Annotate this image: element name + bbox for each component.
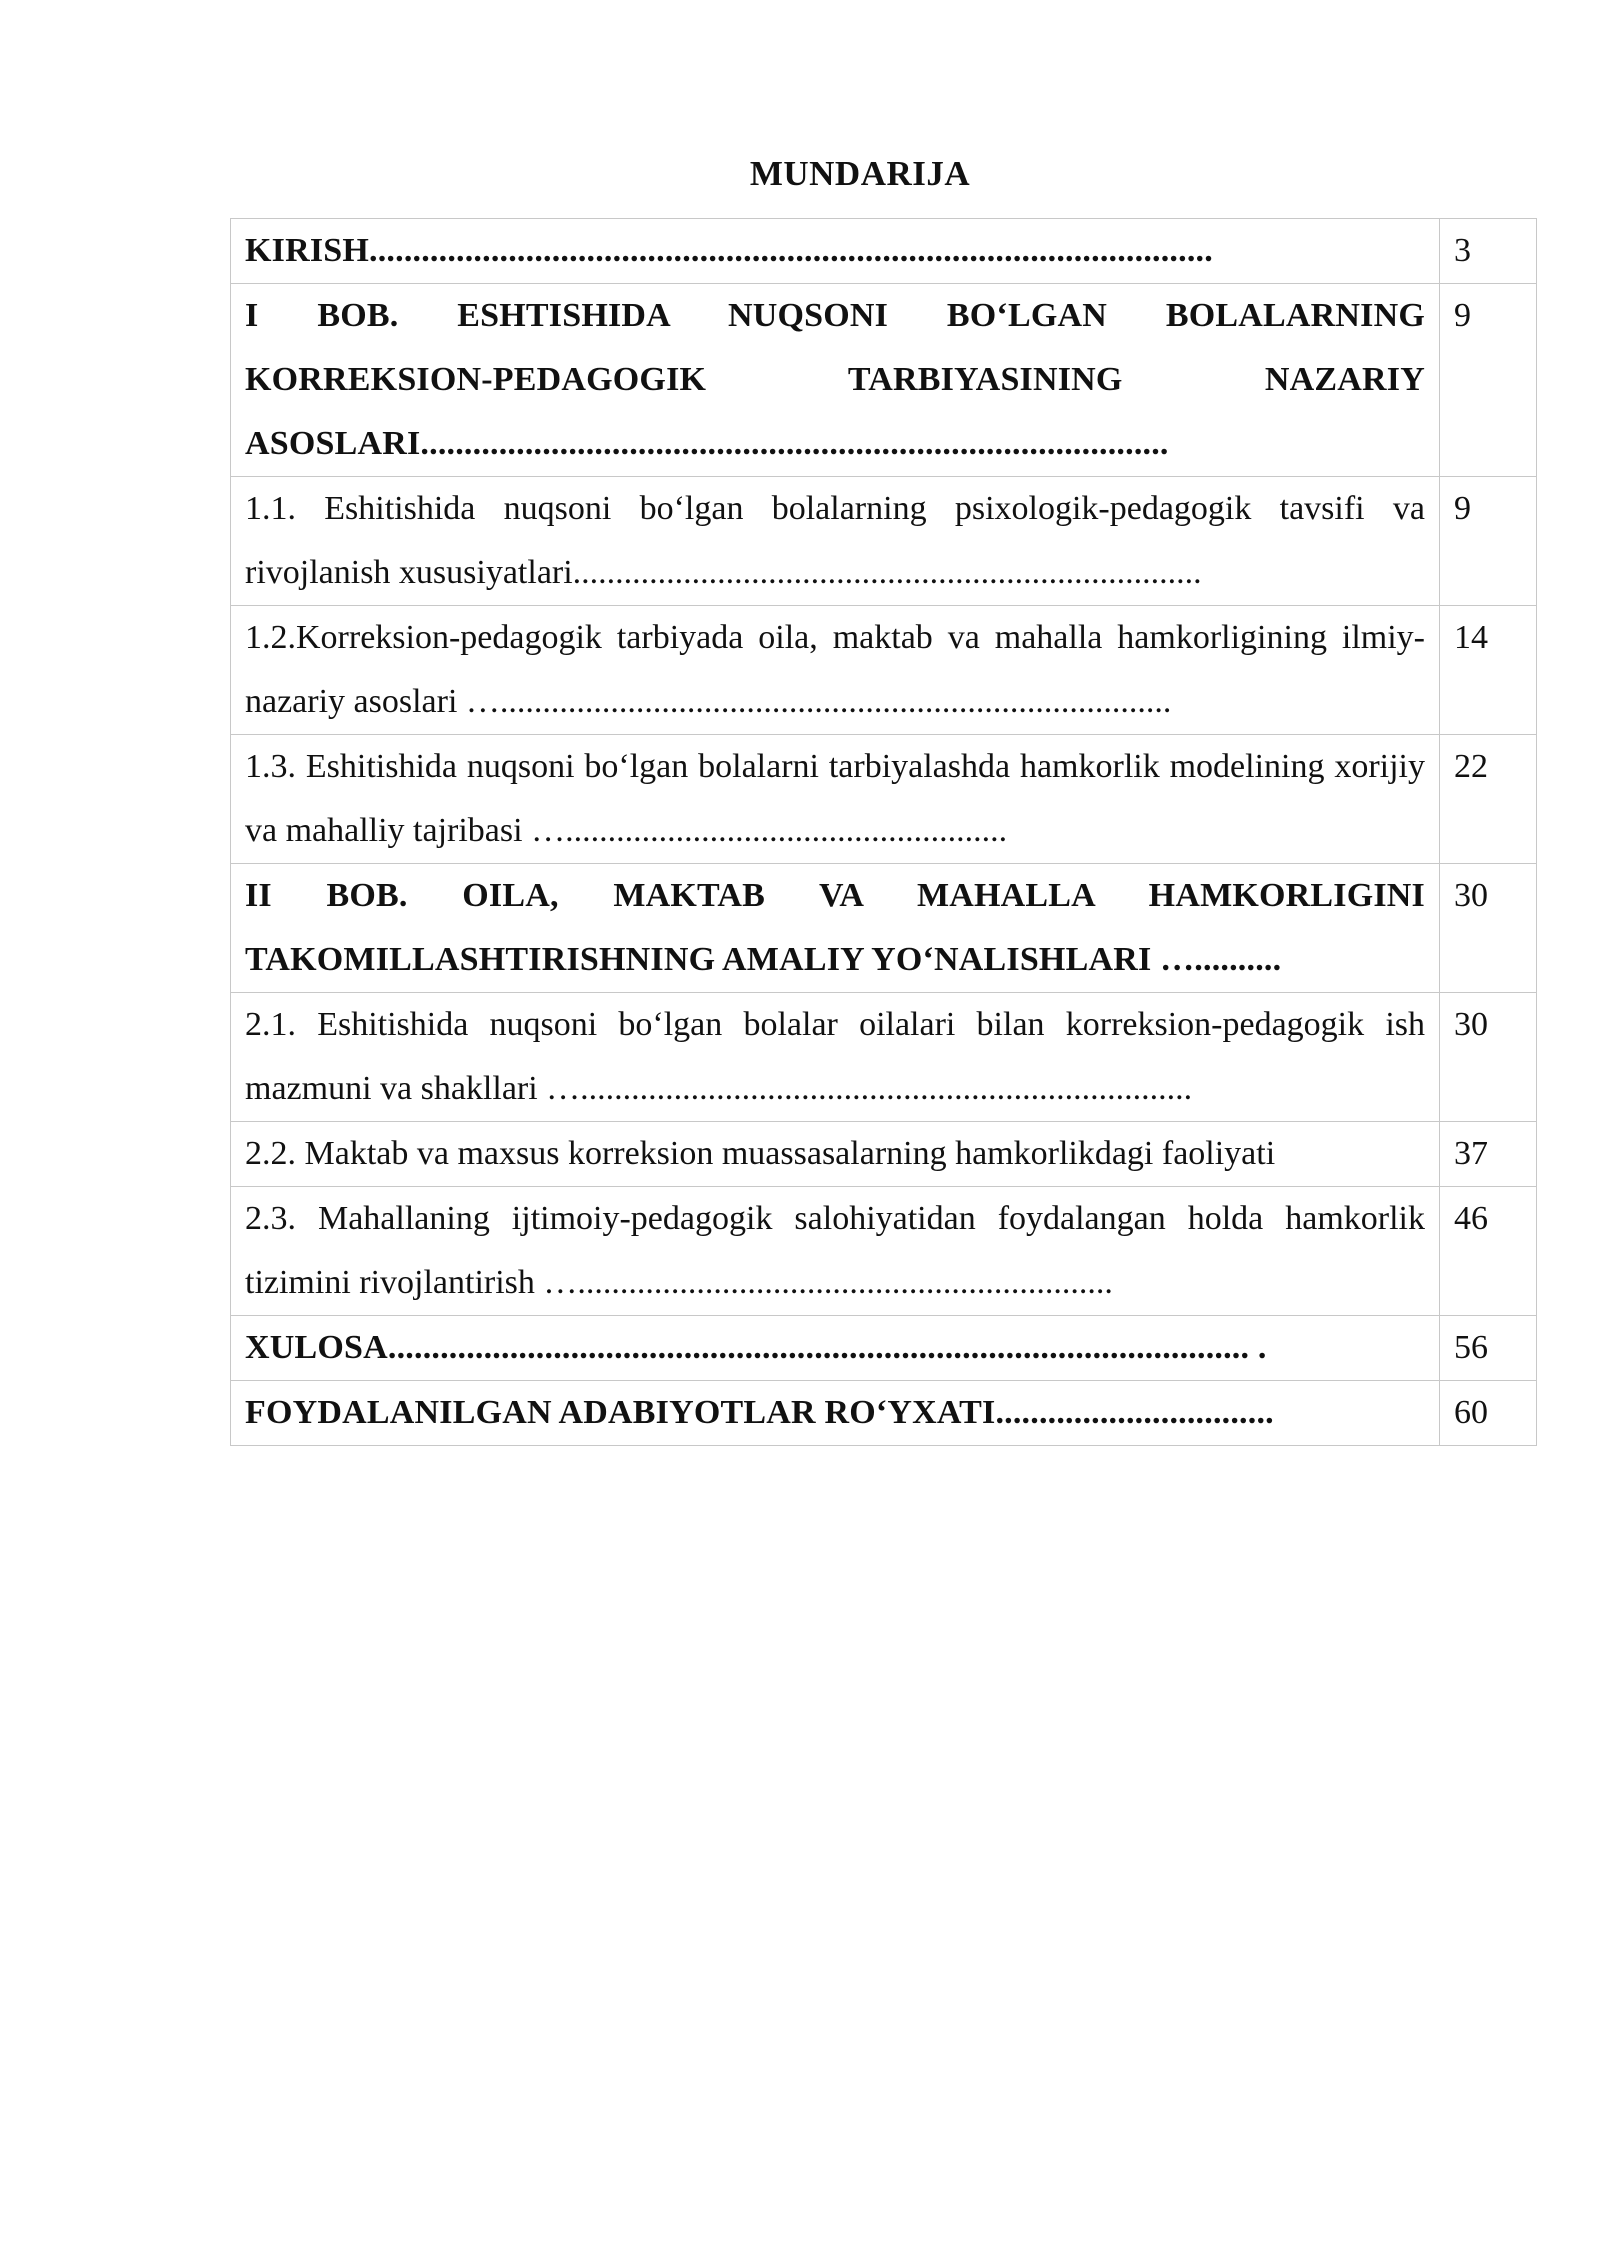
toc-entry: 2.2. Maktab va maxsus korreksion muassasalarning hamkorlikdagi faoliyati <box>231 1122 1440 1187</box>
toc-page-number: 9 <box>1440 284 1537 477</box>
toc-page-number: 30 <box>1440 864 1537 993</box>
toc-row <box>231 735 1537 864</box>
toc-page-number: 14 <box>1440 606 1537 735</box>
toc-row <box>231 1187 1537 1316</box>
page-title: MUNDARIJA <box>749 154 971 193</box>
toc-entry: 1.2.Korreksion-pedagogik tarbiyada oila, maktab va mahalla hamkorligining ilmiy-nazariy asoslari …............................................................................... <box>231 606 1440 735</box>
toc-entry: XULOSA................................................................................................... . <box>231 1316 1440 1381</box>
toc-row <box>231 606 1537 735</box>
table-of-contents <box>230 218 1537 1446</box>
toc-entry: 2.1. Eshitishida nuqsoni bo‘lgan bolalar oilalari bilan korreksion-pedagogik ish mazmuni va shakllari …........................................................................ <box>231 993 1440 1122</box>
toc-row <box>231 1316 1537 1381</box>
toc-entry: II BOB. OILA, MAKTAB VA MAHALLA HAMKORLIGINI TAKOMILLASHTIRISHNING AMALIY YO‘NALISHLARI ….......... <box>231 864 1440 993</box>
toc-page-number: 9 <box>1440 477 1537 606</box>
toc-page-number: 22 <box>1440 735 1537 864</box>
toc-page-number: 3 <box>1440 219 1537 284</box>
toc-entry: 2.3. Mahallaning ijtimoiy-pedagogik salohiyatidan foydalangan holda hamkorlik tizimini rivojlantirish …............................................................... <box>231 1187 1440 1316</box>
toc-entry: 1.1. Eshitishida nuqsoni bo‘lgan bolalarning psixologik-pedagogik tavsifi va rivojlanish xususiyatlari.......................................................................... <box>231 477 1440 606</box>
toc-page-number: 46 <box>1440 1187 1537 1316</box>
toc-row <box>231 993 1537 1122</box>
toc-entry: KIRISH................................................................................................. <box>231 219 1440 284</box>
toc-entry: FOYDALANILGAN ADABIYOTLAR RO‘YXATI................................ <box>231 1381 1440 1446</box>
toc-row <box>231 1122 1537 1187</box>
toc-row <box>231 864 1537 993</box>
toc-row <box>231 219 1537 284</box>
toc-page-number: 37 <box>1440 1122 1537 1187</box>
toc-entry: I BOB. ESHTISHIDA NUQSONI BO‘LGAN BOLALARNING KORREKSION-PEDAGOGIK TARBIYASINING NAZARIY ASOSLARI...................................................................................... <box>231 284 1440 477</box>
toc-entry: 1.3. Eshitishida nuqsoni bo‘lgan bolalarni tarbiyalashda hamkorlik modelining xorijiy va mahalliy tajribasi ….................................................... <box>231 735 1440 864</box>
toc-page-number: 60 <box>1440 1381 1537 1446</box>
toc-row <box>231 477 1537 606</box>
toc-row <box>231 284 1537 477</box>
toc-row <box>231 1381 1537 1446</box>
toc-page-number: 30 <box>1440 993 1537 1122</box>
toc-page-number: 56 <box>1440 1316 1537 1381</box>
